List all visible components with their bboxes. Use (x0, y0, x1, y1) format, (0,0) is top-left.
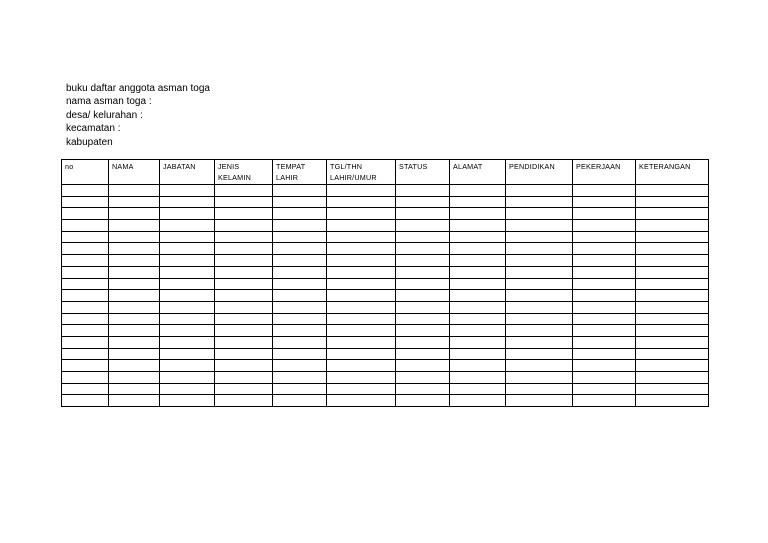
table-cell (160, 243, 215, 255)
table-cell (109, 208, 160, 220)
table-cell (273, 290, 327, 302)
table-cell (450, 336, 506, 348)
table-cell (573, 360, 636, 372)
table-cell (450, 243, 506, 255)
table-cell (160, 360, 215, 372)
table-row (62, 372, 709, 384)
table-cell (506, 290, 573, 302)
table-cell (273, 383, 327, 395)
table-cell (109, 336, 160, 348)
table-cell (636, 301, 709, 313)
table-cell (160, 301, 215, 313)
table-cell (506, 372, 573, 384)
table-cell (160, 336, 215, 348)
table-cell (109, 360, 160, 372)
table-cell (636, 266, 709, 278)
table-cell (109, 231, 160, 243)
table-row (62, 231, 709, 243)
table-cell (327, 266, 396, 278)
table-row (62, 278, 709, 290)
table-cell (62, 395, 109, 407)
table-cell (273, 243, 327, 255)
table-cell (636, 313, 709, 325)
table-row (62, 243, 709, 255)
table-cell (636, 243, 709, 255)
table-cell (573, 243, 636, 255)
table-cell (109, 383, 160, 395)
table-cell (573, 278, 636, 290)
table-cell (450, 185, 506, 197)
field-kecamatan: kecamatan : (66, 123, 121, 135)
table-cell (273, 208, 327, 220)
table-cell (636, 208, 709, 220)
table-cell (160, 231, 215, 243)
column-header-pendidikan: PENDIDIKAN (506, 160, 573, 185)
table-cell (636, 231, 709, 243)
table-cell (573, 372, 636, 384)
table-cell (109, 372, 160, 384)
table-cell (215, 243, 273, 255)
table-row (62, 301, 709, 313)
table-cell (573, 301, 636, 313)
table-cell (62, 301, 109, 313)
table-cell (573, 220, 636, 232)
table-cell (506, 208, 573, 220)
table-cell (573, 313, 636, 325)
table-cell (636, 185, 709, 197)
table-cell (62, 313, 109, 325)
member-table (61, 159, 709, 407)
table-cell (327, 290, 396, 302)
table-cell (636, 383, 709, 395)
table-cell (215, 220, 273, 232)
table-header-row (62, 160, 709, 185)
table-cell (109, 266, 160, 278)
table-cell (109, 395, 160, 407)
table-cell (327, 325, 396, 337)
form-title: buku daftar anggota asman toga (66, 83, 210, 94)
table-cell (450, 348, 506, 360)
table-row (62, 360, 709, 372)
table-cell (273, 231, 327, 243)
table-cell (506, 185, 573, 197)
table-cell (109, 243, 160, 255)
table-cell (506, 266, 573, 278)
table-cell (506, 220, 573, 232)
table-cell (636, 360, 709, 372)
table-cell (215, 185, 273, 197)
table-cell (327, 231, 396, 243)
table-cell (450, 231, 506, 243)
table-cell (273, 255, 327, 267)
table-cell (396, 290, 450, 302)
table-cell (396, 243, 450, 255)
table-cell (396, 313, 450, 325)
table-cell (273, 372, 327, 384)
table-cell (215, 348, 273, 360)
table-cell (327, 255, 396, 267)
table-cell (62, 348, 109, 360)
table-row (62, 313, 709, 325)
table-cell (506, 325, 573, 337)
table-cell (109, 325, 160, 337)
table-cell (62, 196, 109, 208)
table-cell (109, 313, 160, 325)
table-cell (273, 185, 327, 197)
table-cell (450, 208, 506, 220)
table-cell (573, 255, 636, 267)
table-cell (160, 348, 215, 360)
table-cell (273, 336, 327, 348)
table-cell (273, 196, 327, 208)
table-cell (396, 208, 450, 220)
table-cell (109, 196, 160, 208)
table-cell (450, 255, 506, 267)
table-cell (215, 313, 273, 325)
field-desa-kelurahan: desa/ kelurahan : (66, 109, 143, 121)
table-cell (327, 360, 396, 372)
table-row (62, 220, 709, 232)
table-body (62, 185, 709, 407)
table-cell (506, 336, 573, 348)
table-cell (160, 220, 215, 232)
table-cell (450, 290, 506, 302)
table-cell (396, 220, 450, 232)
table-cell (62, 336, 109, 348)
table-cell (396, 255, 450, 267)
table-cell (573, 266, 636, 278)
table-cell (273, 301, 327, 313)
table-cell (450, 383, 506, 395)
table-cell (109, 255, 160, 267)
table-cell (450, 220, 506, 232)
table-cell (215, 255, 273, 267)
table-cell (450, 372, 506, 384)
table-cell (160, 290, 215, 302)
table-cell (273, 278, 327, 290)
table-cell (327, 372, 396, 384)
table-row (62, 266, 709, 278)
table-cell (160, 395, 215, 407)
table-cell (327, 208, 396, 220)
table-cell (215, 196, 273, 208)
table-cell (109, 290, 160, 302)
table-cell (160, 278, 215, 290)
table-cell (573, 185, 636, 197)
member-table-container (61, 159, 709, 407)
table-cell (327, 243, 396, 255)
table-cell (636, 325, 709, 337)
table-cell (573, 231, 636, 243)
table-cell (62, 325, 109, 337)
table-cell (573, 290, 636, 302)
table-cell (327, 301, 396, 313)
table-cell (573, 196, 636, 208)
table-cell (62, 290, 109, 302)
table-cell (450, 360, 506, 372)
table-cell (506, 383, 573, 395)
table-cell (396, 336, 450, 348)
table-cell (506, 395, 573, 407)
column-header-alamat: ALAMAT (450, 160, 506, 185)
table-cell (396, 278, 450, 290)
table-cell (327, 278, 396, 290)
table-cell (450, 301, 506, 313)
table-cell (215, 395, 273, 407)
table-cell (215, 208, 273, 220)
table-cell (215, 278, 273, 290)
table-cell (573, 336, 636, 348)
column-header-nama: NAMA (109, 160, 160, 185)
table-cell (450, 196, 506, 208)
table-cell (450, 325, 506, 337)
form-header (66, 82, 210, 149)
table-cell (62, 231, 109, 243)
table-cell (62, 255, 109, 267)
table-cell (273, 395, 327, 407)
table-cell (396, 372, 450, 384)
table-cell (636, 290, 709, 302)
field-nama-asman-toga: nama asman toga : (66, 96, 152, 108)
table-cell (396, 395, 450, 407)
table-cell (273, 313, 327, 325)
column-header-tempat-lahir: TEMPAT LAHIR (273, 160, 327, 185)
table-cell (506, 243, 573, 255)
table-cell (327, 313, 396, 325)
table-cell (396, 348, 450, 360)
table-cell (62, 278, 109, 290)
table-cell (160, 185, 215, 197)
table-cell (506, 231, 573, 243)
table-cell (215, 325, 273, 337)
table-cell (506, 301, 573, 313)
table-cell (636, 220, 709, 232)
table-cell (573, 348, 636, 360)
table-cell (327, 220, 396, 232)
table-cell (215, 290, 273, 302)
table-row (62, 185, 709, 197)
table-cell (62, 185, 109, 197)
table-cell (450, 278, 506, 290)
table-cell (327, 196, 396, 208)
table-cell (573, 325, 636, 337)
table-cell (160, 313, 215, 325)
table-cell (396, 185, 450, 197)
table-cell (327, 336, 396, 348)
table-cell (215, 383, 273, 395)
table-cell (160, 372, 215, 384)
table-cell (573, 208, 636, 220)
table-cell (62, 266, 109, 278)
table-cell (396, 301, 450, 313)
table-cell (327, 185, 396, 197)
column-header-no: no (62, 160, 109, 185)
table-cell (273, 348, 327, 360)
table-cell (109, 185, 160, 197)
table-row (62, 348, 709, 360)
table-cell (109, 220, 160, 232)
table-cell (506, 196, 573, 208)
table-cell (62, 383, 109, 395)
table-row (62, 336, 709, 348)
table-cell (450, 313, 506, 325)
table-cell (396, 360, 450, 372)
column-header-jenis-kelamin: JENIS KELAMIN (215, 160, 273, 185)
table-cell (636, 395, 709, 407)
table-row (62, 383, 709, 395)
column-header-jabatan: JABATAN (160, 160, 215, 185)
table-cell (160, 266, 215, 278)
table-cell (215, 301, 273, 313)
table-cell (396, 266, 450, 278)
table-row (62, 255, 709, 267)
table-cell (273, 360, 327, 372)
table-cell (506, 348, 573, 360)
table-cell (327, 348, 396, 360)
table-cell (62, 372, 109, 384)
table-cell (215, 372, 273, 384)
table-cell (396, 231, 450, 243)
table-cell (273, 325, 327, 337)
table-cell (396, 383, 450, 395)
field-kabupaten: kabupaten (66, 136, 113, 148)
table-cell (506, 313, 573, 325)
table-cell (396, 196, 450, 208)
table-cell (160, 196, 215, 208)
table-cell (215, 360, 273, 372)
table-cell (636, 336, 709, 348)
column-header-keterangan: KETERANGAN (636, 160, 709, 185)
table-cell (327, 383, 396, 395)
table-cell (160, 325, 215, 337)
table-cell (636, 348, 709, 360)
table-cell (636, 278, 709, 290)
table-cell (160, 255, 215, 267)
column-header-tgl-lahir: TGL/THN LAHIR/UMUR (327, 160, 396, 185)
table-cell (327, 395, 396, 407)
column-header-status: STATUS (396, 160, 450, 185)
table-cell (450, 266, 506, 278)
table-cell (273, 266, 327, 278)
table-cell (506, 278, 573, 290)
table-row (62, 196, 709, 208)
table-cell (636, 255, 709, 267)
table-cell (62, 243, 109, 255)
table-row (62, 325, 709, 337)
table-cell (109, 348, 160, 360)
table-cell (62, 208, 109, 220)
table-cell (506, 360, 573, 372)
table-cell (215, 266, 273, 278)
table-cell (506, 255, 573, 267)
table-cell (109, 301, 160, 313)
table-cell (573, 383, 636, 395)
table-cell (62, 360, 109, 372)
column-header-pekerjaan: PEKERJAAN (573, 160, 636, 185)
table-cell (273, 220, 327, 232)
table-row (62, 290, 709, 302)
table-cell (215, 231, 273, 243)
table-cell (160, 383, 215, 395)
table-cell (62, 220, 109, 232)
table-cell (636, 372, 709, 384)
table-row (62, 395, 709, 407)
table-cell (215, 336, 273, 348)
table-cell (573, 395, 636, 407)
table-cell (636, 196, 709, 208)
table-cell (396, 325, 450, 337)
table-cell (109, 278, 160, 290)
table-cell (450, 395, 506, 407)
table-cell (160, 208, 215, 220)
table-row (62, 208, 709, 220)
